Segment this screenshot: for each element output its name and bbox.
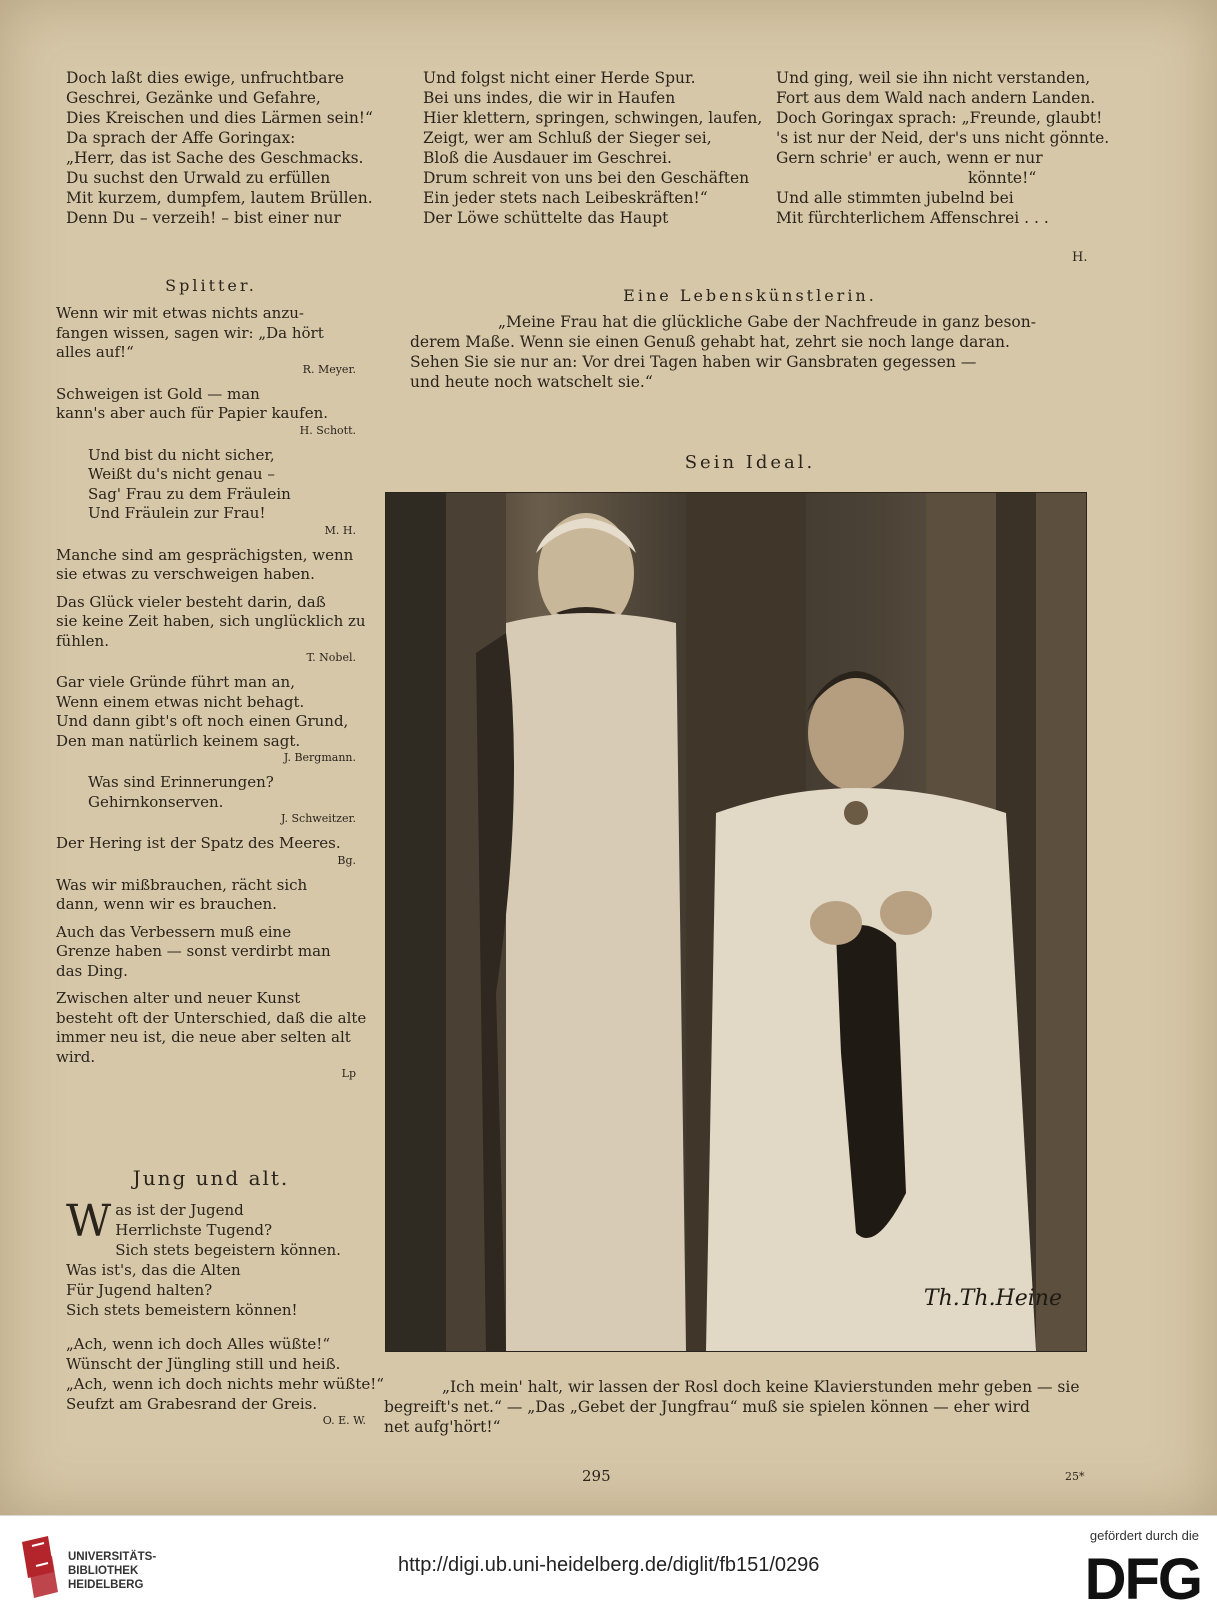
poem-line: as ist der Jugend xyxy=(115,1201,244,1219)
aphorism-line: Grenze haben — sonst verdirbt man xyxy=(56,942,331,960)
ideal-heading: Sein Ideal. xyxy=(684,452,816,473)
aphorism-line: dann, wenn wir es brauchen. xyxy=(56,895,277,913)
poem-line: Hier klettern, springen, schwingen, laufen, xyxy=(423,109,763,127)
aphorism-line: Auch das Verbessern muß eine xyxy=(56,922,292,941)
poem-line: 's ist nur der Neid, der's uns nicht gönnte. xyxy=(776,129,1110,147)
poem-line: „Herr, das ist Sache des Geschmacks. xyxy=(66,149,364,167)
poem-line: Mit kurzem, dumpfem, lautem Brüllen. xyxy=(66,189,373,207)
aphorism xyxy=(56,592,366,666)
poem-line: Seufzt am Grabesrand der Greis. xyxy=(66,1395,318,1413)
aphorism xyxy=(56,446,356,538)
poem-line: Da sprach der Affe Goringax: xyxy=(66,129,296,147)
poem-line: Und folgst nicht einer Herde Spur. xyxy=(423,69,696,87)
viewer-footer xyxy=(0,1515,1217,1620)
aphorism-source: R. Meyer. xyxy=(302,362,356,376)
poem-line: Bei uns indes, die wir in Haufen xyxy=(423,89,676,107)
aphorism-line: Das Glück vieler besteht darin, daß xyxy=(56,592,326,611)
aphorism-source: M. H. xyxy=(324,523,356,537)
dfg-logo[interactable]: DFG xyxy=(1084,1547,1201,1612)
poem-line: „Ach, wenn ich doch Alles wüßte!“ xyxy=(66,1335,330,1353)
aphorism-line: Sag' Frau zu dem Fräulein xyxy=(88,484,291,503)
aphorism xyxy=(56,546,356,585)
lebens-text xyxy=(410,312,1090,392)
funded-by-label: gefördert durch die xyxy=(1089,1528,1199,1543)
poem-line: Doch laßt dies ewige, unfruchtbare xyxy=(66,69,345,87)
jung-heading: Jung und alt. xyxy=(132,1166,290,1190)
poem-line: könnte!“ xyxy=(968,169,1037,187)
text-line: derem Maße. Wenn sie einen Genuß gehabt hat, zehrt sie noch lange daran. xyxy=(410,333,1010,351)
aphorism-line: Was wir mißbrauchen, rächt sich xyxy=(56,875,308,894)
aphorism-source: T. Nobel. xyxy=(306,651,356,664)
illustration-drawing xyxy=(386,493,1086,1351)
poem-line: Was ist's, das die Alten xyxy=(66,1261,241,1279)
aphorism-line: Und bist du nicht sicher, xyxy=(88,445,275,464)
poem-line: Und ging, weil sie ihn nicht verstanden, xyxy=(776,69,1091,87)
aphorism-line: Zwischen alter und neuer Kunst xyxy=(56,989,301,1007)
aphorism-line: kann's aber auch für Papier kaufen. xyxy=(56,404,329,422)
poem-line: Zeigt, wer am Schluß der Sieger sei, xyxy=(423,129,712,147)
illustration-caption xyxy=(384,1377,1084,1437)
drop-cap: W xyxy=(66,1196,112,1247)
aphorism-line: Wenn einem etwas nicht behagt. xyxy=(56,692,305,711)
aphorism xyxy=(56,876,356,915)
aphorism xyxy=(56,304,356,377)
aphorism-line: Weißt du's nicht genau – xyxy=(88,465,275,483)
aphorism-line: immer neu ist, die neue aber selten alt xyxy=(56,1028,351,1046)
library-name-line: BIBLIOTHEK xyxy=(68,1565,139,1577)
aphorism-line: Und Fräulein zur Frau! xyxy=(88,504,266,522)
splitter-heading: Splitter. xyxy=(165,276,257,295)
poem-column-1 xyxy=(66,68,373,228)
aphorism xyxy=(56,673,356,765)
aphorism xyxy=(56,989,367,1081)
aphorism-source: J. Bergmann. xyxy=(283,751,356,764)
aphorism xyxy=(56,385,356,438)
aphorism xyxy=(56,773,356,826)
aphorism-source: Lp xyxy=(341,1067,356,1080)
poem-line: Und alle stimmten jubelnd bei xyxy=(776,189,1014,207)
aphorism-line: sie keine Zeit haben, sich unglücklich zu xyxy=(56,612,366,630)
aphorism-line: Manche sind am gesprächigsten, wenn xyxy=(56,545,354,564)
aphorism-line: Was sind Erinnerungen? xyxy=(88,773,274,791)
aphorism-line: Und dann gibt's oft noch einen Grund, xyxy=(56,712,349,730)
university-library-logo-icon[interactable] xyxy=(14,1532,74,1604)
aphorism-line: besteht oft der Unterschied, daß die alte xyxy=(56,1008,367,1027)
poem-line: Für Jugend halten? xyxy=(66,1281,213,1299)
poem-line: Drum schreit von uns bei den Geschäften xyxy=(423,169,750,187)
poem-line: Ein jeder stets nach Leibeskräften!“ xyxy=(423,189,708,207)
library-name-line: HEIDELBERG xyxy=(68,1579,144,1591)
library-name[interactable] xyxy=(68,1550,156,1592)
poem-line: „Ach, wenn ich doch nichts mehr wüßte!“ xyxy=(66,1375,384,1393)
poem-column-2 xyxy=(423,68,762,228)
poem-line: Der Löwe schüttelte das Haupt xyxy=(423,209,669,227)
illustration xyxy=(385,492,1087,1352)
poem-line: Mit fürchterlichem Affenschrei . . . xyxy=(776,209,1049,227)
poem-line: Wünscht der Jüngling still und heiß. xyxy=(66,1355,341,1373)
aphorism-line: fühlen. xyxy=(56,631,109,650)
aphorism xyxy=(56,923,356,982)
aphorism-line: sie etwas zu verschweigen haben. xyxy=(56,565,315,583)
poem-line: Sich stets begeistern können. xyxy=(115,1241,341,1259)
aphorism-line: das Ding. xyxy=(56,961,128,980)
poem-line: Geschrei, Gezänke und Gefahre, xyxy=(66,89,321,107)
poem-line: Fort aus dem Wald nach andern Landen. xyxy=(776,89,1096,107)
poem-line: Herrlichste Tugend? xyxy=(115,1221,273,1239)
aphorism-line: Gehirnkonserven. xyxy=(88,792,224,811)
caption-line: begreift's net.“ — „Das „Gebet der Jungfrau“ muß sie spielen können — eher wird xyxy=(384,1398,1030,1416)
aphorism-line: fangen wissen, sagen wir: „Da hört xyxy=(56,323,324,342)
library-name-line: UNIVERSITÄTS- xyxy=(68,1551,157,1563)
aphorism-line: Den man natürlich keinem sagt. xyxy=(56,731,301,750)
poem-line: Sich stets bemeistern können! xyxy=(66,1301,298,1319)
poem-line: Gern schrie' er auch, wenn er nur xyxy=(776,149,1043,167)
poem-line: Dies Kreischen und dies Lärmen sein!“ xyxy=(66,109,373,127)
poem-line: Doch Goringax sprach: „Freunde, glaubt! xyxy=(776,109,1103,127)
artist-signature: Th.Th.Heine xyxy=(923,1286,1062,1311)
aphorism-line: alles auf!“ xyxy=(56,343,134,361)
aphorism-line: Wenn wir mit etwas nichts anzu- xyxy=(56,304,304,322)
aphorism xyxy=(56,834,356,868)
document-url-link[interactable]: http://digi.ub.uni-heidelberg.de/diglit/fb151/0296 xyxy=(398,1554,820,1576)
text-line: „Meine Frau hat die glückliche Gabe der Nachfreude in ganz beson- xyxy=(498,313,1036,331)
poem-column-3 xyxy=(776,68,1109,228)
aphorism-line: Schweigen ist Gold — man xyxy=(56,384,260,403)
lebens-heading: Eine Lebenskünstlerin. xyxy=(623,286,877,305)
poem-source: O. E. W. xyxy=(322,1414,366,1427)
text-line: Sehen Sie sie nur an: Vor drei Tagen haben wir Gansbraten gegessen — xyxy=(410,353,977,371)
aphorism-source: H. Schott. xyxy=(299,423,356,437)
aphorism-line: Der Hering ist der Spatz des Meeres. xyxy=(56,834,341,852)
aphorism-line: Gar viele Gründe führt man an, xyxy=(56,673,295,691)
aphorism-source: J. Schweitzer. xyxy=(280,812,356,825)
poem-signature: H. xyxy=(1072,250,1088,265)
poem-line: Denn Du – verzeih! – bist einer nur xyxy=(66,209,341,227)
poem-line: Du suchst den Urwald zu erfüllen xyxy=(66,169,331,187)
caption-line: „Ich mein' halt, wir lassen der Rosl doch keine Klavierstunden mehr geben — sie xyxy=(442,1378,1080,1396)
poem-line: Bloß die Ausdauer im Geschrei. xyxy=(423,149,672,167)
caption-line: net aufg'hört!“ xyxy=(384,1418,501,1436)
jung-poem xyxy=(66,1196,384,1428)
sheet-mark: 25* xyxy=(1065,1470,1085,1483)
page-number: 295 xyxy=(582,1467,611,1485)
aphorism-line: wird. xyxy=(56,1047,96,1066)
splitter-section xyxy=(56,304,367,1089)
aphorism-source: Bg. xyxy=(337,853,356,867)
text-line: und heute noch watschelt sie.“ xyxy=(410,373,653,391)
